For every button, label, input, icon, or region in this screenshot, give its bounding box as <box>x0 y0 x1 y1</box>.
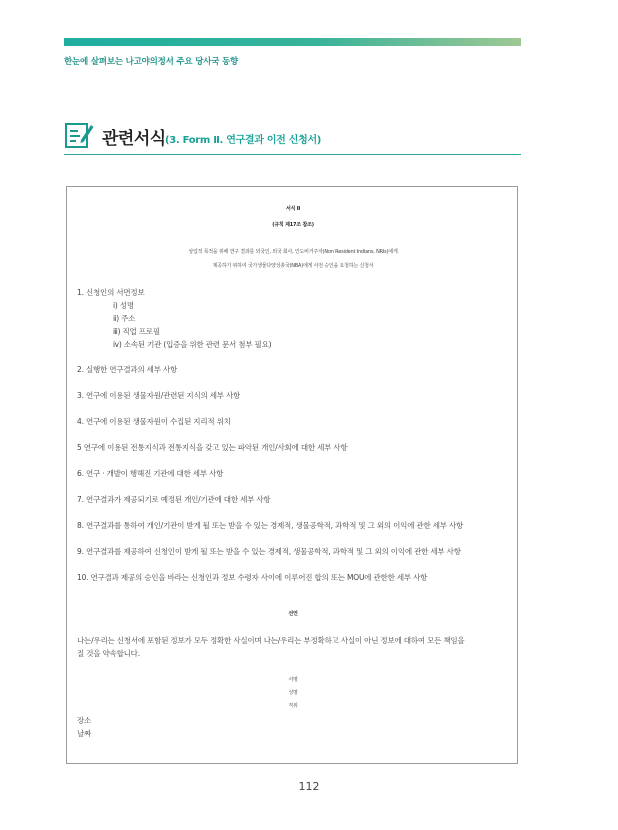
item-3: 3. 연구에 이용된 생물자원/관련된 지식의 세부 사항 <box>77 391 241 400</box>
running-title: 한눈에 살펴보는 나고야의정서 주요 당사국 동향 <box>64 57 239 67</box>
form-intro-line-2: 제공하기 위하여 국가생물다양성총국(NBA)에게 사전 승인을 요청하는 신청서 <box>212 263 374 269</box>
item-1-sub-name: ⅰ) 성명 <box>113 301 134 310</box>
declaration-text-line-1: 나는/우리는 신청서에 포함된 정보가 모두 정확한 사실이며 나는/우리는 부정확하고 사실이 아닌 정보에 대하여 모든 책임을 <box>77 636 465 645</box>
form-intro-line-1: 상업적 목적을 위해 연구 결과를 외국인, 외국 회사, 인도비거주자(Non Resident Indians, NRIs)에게 <box>188 249 398 255</box>
form-rule-reference: (규칙 제17조 참조) <box>272 222 314 228</box>
item-2: 2. 실행한 연구결과의 세부 사항 <box>77 365 178 374</box>
signature-label: 서명 <box>288 677 298 683</box>
form-title: 서식 II <box>285 206 301 212</box>
item-8: 8. 연구결과를 통하여 개인/기관이 받게 될 또는 받을 수 있는 경제적, 생물공학적, 과학적 및 그 외의 이익에 관한 세부 사항 <box>77 521 464 530</box>
item-10: 10. 연구결과 제공의 승인을 바라는 신청인과 정보 수령자 사이에 이루어진 합의 또는 MOU에 관한한 세부 사항 <box>77 573 428 582</box>
item-1-sub-address: ⅱ) 주소 <box>113 314 136 323</box>
declaration-text-line-2: 질 것을 약속합니다. <box>77 649 140 658</box>
section-subtitle: (3. Form Ⅱ. 연구결과 이전 신청서) <box>165 135 322 146</box>
item-9: 9. 연구결과를 제공하여 신청인이 받게 될 또는 받을 수 있는 경제적, 생물공학적, 과학적 및 그 외의 이익에 관한 세부 사항 <box>77 547 461 556</box>
name-label: 성명 <box>288 690 298 696</box>
section-heading <box>64 120 521 155</box>
item-7: 7. 연구결과가 제공되기로 예정된 개인/기관에 대한 세부 사항 <box>77 495 271 504</box>
position-label: 직위 <box>288 703 298 709</box>
declaration-heading: 선언 <box>288 611 298 617</box>
page-number: 112 <box>298 780 320 793</box>
place-label: 장소 <box>77 716 92 725</box>
item-4: 4. 연구에 이용된 생물자원이 수집된 지리적 위치 <box>77 417 231 426</box>
item-1-label: 1. 신청인의 서면정보 <box>77 288 145 297</box>
form-box <box>66 186 518 764</box>
section-title: 관련서식 <box>102 129 166 149</box>
item-1-sub-institution: ⅳ) 소속된 기관 (입증을 위한 관련 문서 첨부 필요) <box>113 340 272 349</box>
item-1-sub-profile: ⅲ) 직업 프로필 <box>113 327 160 336</box>
date-label: 날짜 <box>77 729 92 738</box>
item-5: 5 연구에 이용된 전통지식과 전통지식을 갖고 있는 파악된 개인/사회에 대한 세부 사항 <box>77 443 348 452</box>
header-accent-bar <box>64 38 521 46</box>
item-6: 6. 연구 · 개발이 행해진 기관에 대한 세부 사항 <box>77 469 224 478</box>
form-document-icon <box>64 120 94 150</box>
